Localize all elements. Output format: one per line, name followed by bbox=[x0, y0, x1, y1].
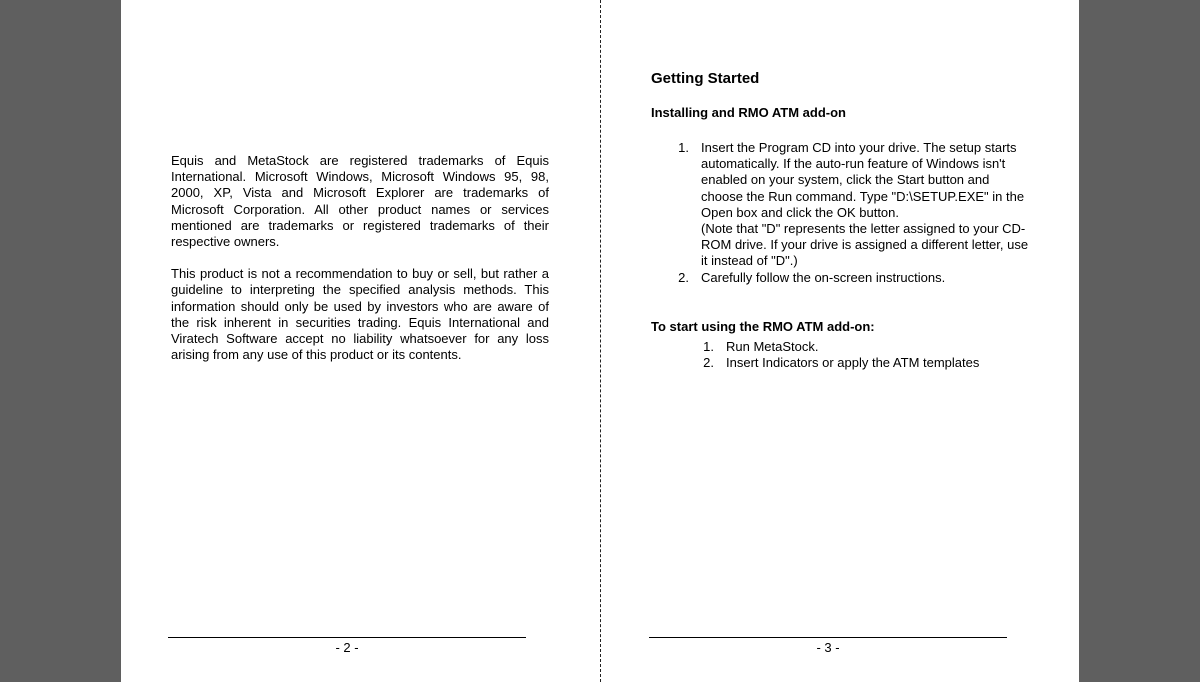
list-item bbox=[703, 339, 1026, 355]
list-item-text: Insert Indicators or apply the ATM templates bbox=[726, 355, 980, 371]
page-number: - 2 - bbox=[335, 640, 359, 655]
list-item-text: Run MetaStock. bbox=[726, 339, 819, 354]
footer-rule bbox=[168, 637, 526, 638]
list-item bbox=[703, 355, 1026, 371]
install-steps-list bbox=[678, 140, 1031, 286]
install-heading: Installing and RMO ATM add-on bbox=[651, 105, 846, 120]
page-2 bbox=[121, 0, 600, 682]
list-item bbox=[678, 269, 1031, 286]
list-item-number: 1. bbox=[678, 140, 689, 155]
list-item bbox=[678, 140, 1031, 270]
list-item-number: 1. bbox=[703, 339, 714, 354]
start-heading: To start using the RMO ATM add-on: bbox=[651, 319, 875, 334]
page-3 bbox=[601, 0, 1079, 682]
list-item-text: Carefully follow the on-screen instructions. bbox=[701, 269, 946, 285]
page-number: - 3 - bbox=[816, 640, 840, 655]
start-steps-list bbox=[703, 339, 1026, 371]
trademark-paragraph: Equis and MetaStock are registered trademarks of Equis International. Microsoft Windows, Microsoft Windows 95, 98, 2000, XP, Vista and Microsoft Explorer are trademarks of Microsoft Corporation. All other product names or services mentioned are trademarks or registered trademarks of their respective owners. bbox=[171, 153, 549, 250]
list-item-text: Insert the Program CD into your drive. The setup starts automatically. If the auto-run feature of Windows isn't enabled on your system, click the Start button and choose the Run command. Type "D:\SETUP.EXE" in the Open box and click the OK button. bbox=[701, 140, 1025, 220]
footer-rule bbox=[649, 637, 1007, 638]
list-item-number: 2. bbox=[703, 355, 714, 371]
legal-notice bbox=[171, 153, 549, 379]
section-title: Getting Started bbox=[651, 70, 760, 87]
list-item-number: 2. bbox=[678, 269, 689, 285]
page-spread bbox=[121, 0, 1079, 682]
disclaimer-paragraph: This product is not a recommendation to buy or sell, but rather a guideline to interpreting the specified analysis methods. This information should only be used by investors who are aware of the risk inherent in securities trading. Equis International and Viratech Software accept no liability whatsoever for any loss arising from any use of this product or its contents. bbox=[171, 266, 549, 363]
list-item-note: (Note that "D" represents the letter assigned to your CD-ROM drive. If your drive is assigned a different letter, use it instead of "D".) bbox=[701, 221, 1029, 269]
